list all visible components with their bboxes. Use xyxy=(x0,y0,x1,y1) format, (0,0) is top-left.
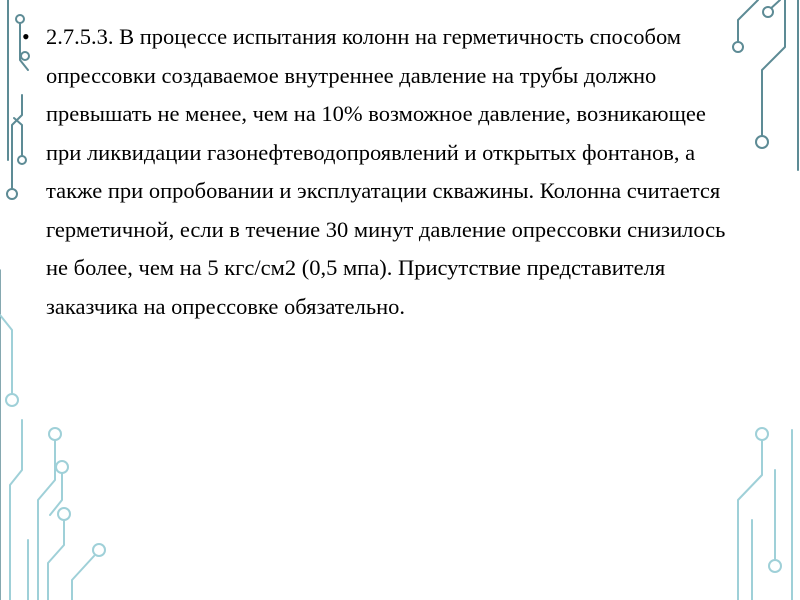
circuit-top-right xyxy=(733,0,798,170)
circuit-node xyxy=(756,428,768,440)
circuit-trace xyxy=(72,556,94,600)
circuit-node xyxy=(6,394,18,406)
circuit-trace xyxy=(48,520,64,600)
content-area xyxy=(22,18,742,326)
circuit-node xyxy=(58,508,70,520)
circuit-trace xyxy=(38,440,55,600)
circuit-trace xyxy=(14,118,22,155)
paragraph-text: 2.7.5.3. В процессе испытания колонн на герметичность способом опрессовки создаваемое внутреннее давление на трубы должно превышать не менее, чем на 10% возможное давление, возникающее при ликвидации газонефтеводопроявлений и открытых фонтанов, а также при опробовании и эксплуатации скважины. Колонна считается герметичной, если в течение 30 минут давление опрессовки снизилось не более, чем на 5 кгс/см2 (0,5 мпа). Присутствие представителя заказчика на опрессовке обязательно. xyxy=(46,24,726,319)
circuit-node xyxy=(756,136,768,148)
circuit-node xyxy=(7,189,17,199)
circuit-trace xyxy=(0,315,12,394)
circuit-node xyxy=(56,461,68,473)
circuit-trace xyxy=(10,420,22,600)
bullet-item xyxy=(22,18,742,326)
circuit-bottom-right xyxy=(738,428,792,600)
circuit-node xyxy=(93,544,105,556)
circuit-node xyxy=(763,7,773,17)
bullet-icon: • xyxy=(22,24,30,49)
circuit-trace xyxy=(738,440,762,600)
circuit-trace xyxy=(12,95,22,188)
circuit-bottom-left xyxy=(0,315,105,600)
circuit-node xyxy=(769,560,781,572)
circuit-trace xyxy=(762,0,785,142)
circuit-node xyxy=(49,428,61,440)
